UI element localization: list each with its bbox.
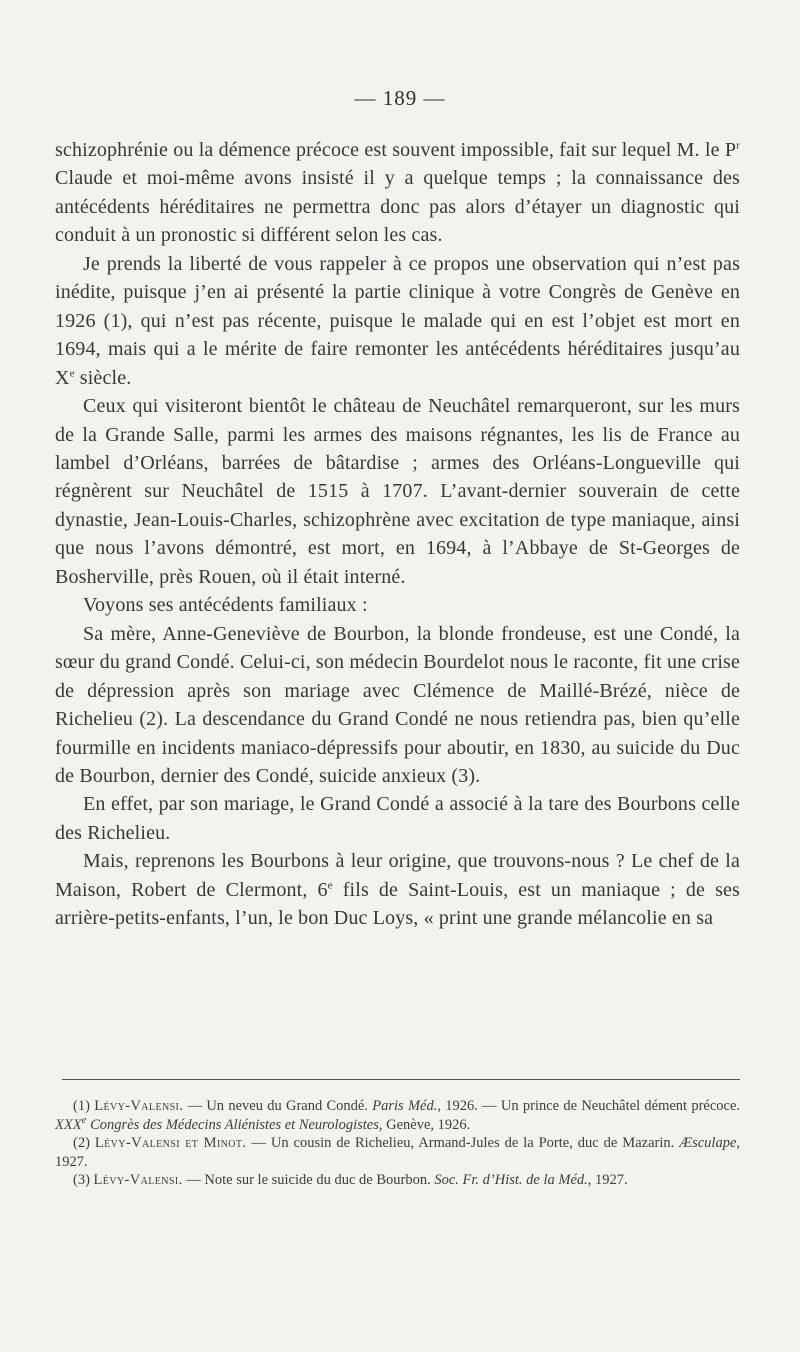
- footnote-text: — Un cousin de Richelieu, Armand-Jules de la Porte, duc de Mazarin.: [246, 1135, 680, 1152]
- footnote-3: [55, 1171, 740, 1190]
- paragraph-1-text-b: Claude et moi-même avons insisté il y a quelque temps ; la connaissance des antécédents héréditaires ne permettra donc pas alors d’étayer un diagnostic qui conduit à un pronostic si différent selon les cas.: [55, 167, 740, 247]
- paragraph-1-text-a: schizophrénie ou la démence précoce est souvent impossible, fait sur lequel M. le P: [55, 139, 737, 161]
- superscript: e: [327, 879, 333, 892]
- paragraph-2-text-a: Je prends la liberté de vous rappeler à ce propos une observation qui n’est pas inédite, puisque j’en ai présenté la partie clinique à votre Congrès de Genève en 1926 (1), qui n’est pas récente, puisque le malade qui en est l’objet est mort en 1694, mais qui a le mérite de faire remonter les antécédents héréditaires jusqu’au X: [55, 252, 740, 389]
- footnote-text: , 1927.: [587, 1172, 628, 1189]
- footnote-mark: (2): [73, 1135, 90, 1152]
- paragraph-4: Voyons ses antécédents familiaux :: [83, 594, 368, 617]
- superscript: e: [81, 1113, 87, 1126]
- paragraph-3: Ceux qui visiteront bientôt le château de Neuchâtel remarqueront, sur les murs de la Grande Salle, parmi les armes des maisons régnantes, les lis de France au lambel d’Orléans, barrées de bâtardise ; armes des Orléans-Longueville qui régnèrent sur Neuchâtel de 1515 à 1707. L’avant-dernier souverain de cette dynastie, Jean-Louis-Charles, schizophrène avec excitation de type maniaque, ainsi que nous l’avons démontré, est mort, en 1694, à l’Abbaye de St-Georges de Bosherville, près Rouen, où il était interné.: [55, 395, 740, 588]
- paragraph-7: [55, 847, 740, 932]
- page-number: — 189 —: [354, 86, 446, 110]
- footnote-text: — Un neveu du Grand Condé.: [183, 1098, 373, 1114]
- footnote-mark: (3): [73, 1172, 90, 1189]
- paragraph-1: [55, 136, 740, 250]
- paragraph-5: Sa mère, Anne-Geneviève de Bourbon, la blonde frondeuse, est une Condé, la sœur du grand Condé. Celui-ci, son médecin Bourdelot nous le raconte, fit une crise de dépression après son mariage avec Clémence de Maillé-Brézé, nièce de Richelieu (2). La descendance du Grand Condé ne nous retiendra pas, bien qu’elle fourmille en incidents maniaco-dépressifs pour aboutir, en 1830, au suicide du Duc de Bourbon, dernier des Condé, suicide anxieux (3).: [55, 622, 740, 787]
- footnote-author: Lévy-Valensi et Minot.: [94, 1135, 247, 1152]
- footnotes: [55, 1097, 740, 1190]
- footnote-2: [55, 1134, 740, 1171]
- paragraph-6: En effet, par son mariage, le Grand Condé a associé à la tare des Bourbons celle des Richelieu.: [55, 793, 740, 844]
- footnote-text: , 1927.: [55, 1135, 741, 1170]
- body-text: [55, 136, 740, 933]
- footnote-journal: XXX: [55, 1116, 82, 1133]
- footnote-journal: Paris Méd.: [372, 1098, 438, 1114]
- footnote-journal: Congrès des Médecins Aliénistes et Neurologistes: [86, 1116, 379, 1133]
- footnote-journal: Soc. Fr. d’Hist. de la Méd.: [434, 1172, 588, 1189]
- footnote-mark: (1): [73, 1098, 90, 1114]
- paragraph-2: [55, 250, 740, 392]
- footnote-divider: [62, 1079, 740, 1080]
- paragraph-7-text-b: fils de Saint-Louis, est un maniaque ; de ses arrière-petits-enfants, l’un, le bon Duc Loys, « print une grande mélancolie en sa: [55, 878, 740, 930]
- footnote-text: , 1926. — Un prince de Neuchâtel dément précoce.: [437, 1098, 741, 1114]
- footnote-journal: Æsculape: [679, 1135, 737, 1152]
- footnote-author: Lévy-Valensi.: [93, 1172, 183, 1189]
- footnote-text: — Note sur le suicide du duc de Bourbon.: [182, 1172, 435, 1189]
- paragraph-7-text-a: Mais, reprenons les Bourbons à leur origine, que trouvons-nous ? Le chef de la Maison, Robert de Clermont, 6: [55, 850, 740, 901]
- footnote-1: [55, 1097, 740, 1134]
- superscript: r: [736, 139, 740, 152]
- superscript: e: [69, 366, 75, 379]
- footnote-author: Lévy-Valensi.: [94, 1098, 184, 1114]
- footnote-text: , Genève, 1926.: [378, 1116, 471, 1133]
- paragraph-2-text-b: siècle.: [74, 366, 132, 389]
